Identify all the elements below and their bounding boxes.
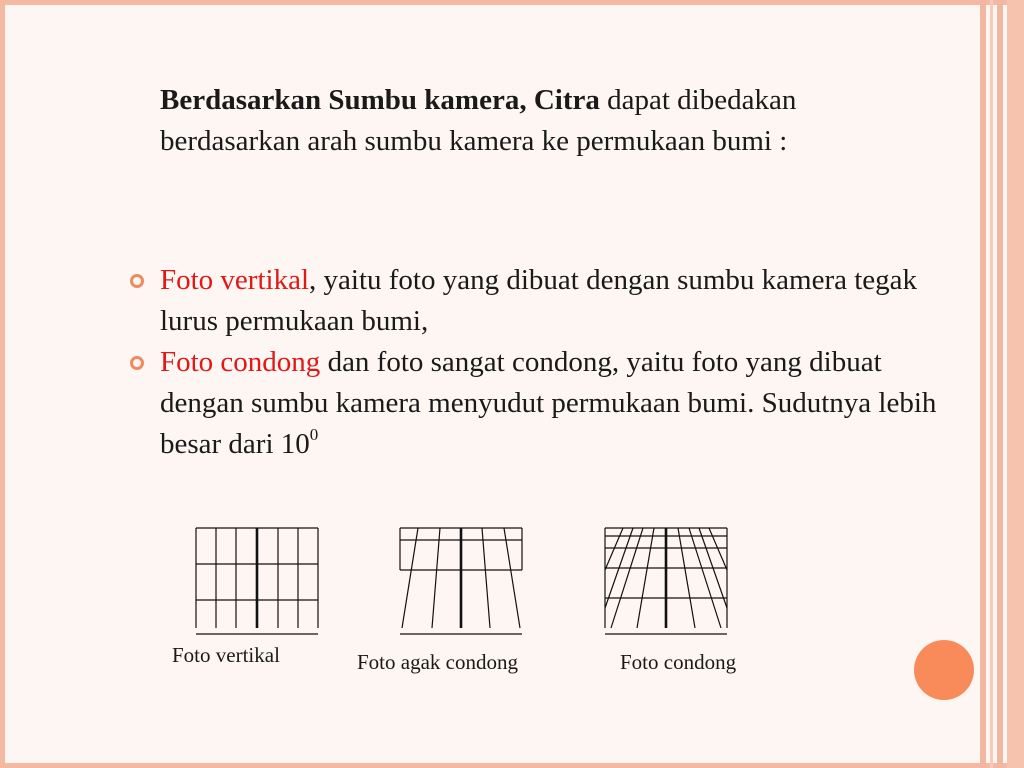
bullet-highlight: Foto vertikal xyxy=(160,264,310,296)
oblique-photo-diagram xyxy=(601,524,731,640)
caption-oblique: Foto condong xyxy=(620,650,737,674)
bullet-text: , yaitu foto yang dibuat dengan sumbu kamera tegak lurus permukaan bumi, xyxy=(160,264,918,337)
bullet-ring-icon xyxy=(130,274,144,288)
bullet-ring-icon xyxy=(130,356,144,370)
bullet-list xyxy=(130,260,950,465)
caption-slight-oblique: Foto agak condong xyxy=(357,650,518,674)
bullet-foto-vertikal xyxy=(130,260,950,342)
caption-vertical: Foto vertikal xyxy=(172,643,280,667)
bullet-text: dan foto sangat condong, yaitu foto yang dibuat dengan sumbu kamera menyudut permukaan bumi. Sudutnya lebih besar dari 10 xyxy=(160,346,937,460)
slight-oblique-photo-diagram xyxy=(396,524,526,640)
bullet-foto-condong xyxy=(130,342,950,465)
intro-paragraph xyxy=(160,80,920,162)
decorative-stripes xyxy=(980,0,1024,768)
vertical-photo-diagram xyxy=(192,524,322,640)
decorative-circle xyxy=(914,640,974,700)
intro-bold: Berdasarkan Sumbu kamera, Citra xyxy=(160,84,600,116)
bullet-highlight: Foto condong xyxy=(160,346,321,378)
intro-rest: dapat dibedakan berdasarkan arah sumbu kamera ke permukaan bumi : xyxy=(160,84,797,157)
degree-superscript: 0 xyxy=(309,425,319,444)
